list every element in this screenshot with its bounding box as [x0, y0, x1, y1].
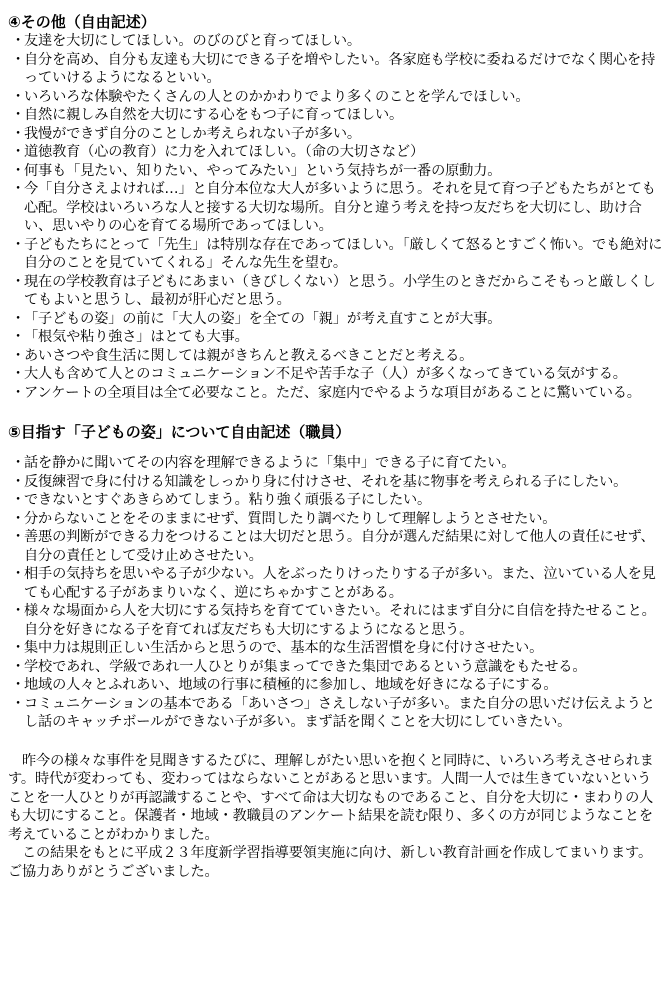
- list-item-text: 善悪の判断ができる力をつけることは大切だと思う。自分が選んだ結果に対して他人の責任にせず、自分の責任として受け止めさせたい。: [24, 529, 655, 564]
- bullet: ・: [11, 473, 26, 490]
- list-item-text: 「根気や粘り強さ」はとても大事。: [24, 329, 249, 345]
- list-item: [8, 328, 664, 347]
- bullet: ・: [11, 273, 26, 290]
- list-item: [8, 510, 664, 529]
- bullet: ・: [11, 529, 26, 545]
- list-item-text: あいさつや食生活に関しては親がきちんと教えるべきことだと考える。: [24, 347, 474, 364]
- list-item: [8, 88, 664, 107]
- bullet: ・: [11, 492, 26, 508]
- bullet: ・: [11, 455, 26, 471]
- list-item: [8, 695, 664, 732]
- list-item-text: 友達を大切にしてほしい。のびのびと育ってほしい。: [24, 33, 361, 49]
- list-item: [8, 658, 664, 677]
- list-item: [8, 565, 664, 602]
- bullet: ・: [11, 366, 26, 382]
- bullet: ・: [11, 107, 26, 123]
- list-item: [8, 365, 664, 384]
- bullet: ・: [11, 310, 26, 327]
- list-item: [8, 51, 664, 88]
- list-item: [8, 639, 664, 658]
- list-item: [8, 106, 664, 125]
- bullet: ・: [11, 236, 26, 253]
- list-item: [8, 602, 664, 639]
- bullet: ・: [11, 510, 26, 527]
- list-item-text: 自分を高め、自分も友達も大切にできる子を増やしたい。各家庭も学校に委ねるだけでなく関心を持っていけるようになるといい。: [24, 51, 656, 86]
- list-item-text: いろいろな体験やたくさんの人とのかかわりでより多くのことを学んでほしい。: [24, 88, 530, 105]
- list-item: [8, 384, 664, 403]
- list-item: [8, 143, 664, 162]
- list-item-text: 何事も「見たい、知りたい、やってみたい」という気持ちが一番の原動力。: [24, 162, 502, 179]
- list-item-text: 我慢ができず自分のことしか考えられない子が多い。: [24, 125, 361, 142]
- list-item-text: 地域の人々とふれあい、地域の行事に積極的に参加し、地域を好きになる子にする。: [24, 677, 558, 693]
- list-item: [8, 310, 664, 329]
- bullet: ・: [11, 88, 26, 105]
- section5-heading: ⑤目指す「子どもの姿」について自由記述（職員）: [8, 423, 351, 441]
- bullet: ・: [11, 144, 26, 160]
- list-item: [8, 528, 664, 565]
- list-item-text: 現在の学校教育は子どもにあまい（きびしくない）と思う。小学生のときだからこそもっと厳しくしてもよいと思うし、最初が肝心だと思う。: [24, 273, 656, 308]
- list-item: [8, 273, 664, 310]
- list-item: [8, 162, 664, 181]
- bullet: ・: [11, 384, 26, 401]
- bullet: ・: [11, 51, 26, 68]
- bullet: ・: [11, 695, 26, 712]
- bullet: ・: [11, 658, 26, 675]
- section5-list: [8, 454, 664, 732]
- bullet: ・: [11, 33, 26, 49]
- list-item: [8, 676, 664, 695]
- section4-list: [8, 32, 664, 402]
- section4-heading: ④その他（自由記述）: [8, 13, 156, 31]
- bullet: ・: [11, 181, 26, 197]
- bullet: ・: [11, 566, 26, 582]
- closing-remarks: [8, 752, 664, 882]
- list-item-text: 今「自分さえよければ…」と自分本位な大人が多いように思う。それを見て育つ子どもたちがとても心配。学校はいろいろな人と接する大切な場所。自分と違う考えを持つ友だちを大切にし、助け合い、思いやりの心を育てる場所であってほしい。: [24, 181, 656, 234]
- closing-paragraph: この結果をもとに平成２３年度新学習指導要領実施に向け、新しい教育計画を作成してまいります。ご協力ありがとうございました。: [8, 845, 652, 880]
- list-item-text: 様々な場面から人を大切にする気持ちを育てていきたい。それにはまず自分に自信を持たせること。自分を好きになる子を育てれば友だちも大切にするようになると思う。: [24, 603, 656, 638]
- list-item-text: アンケートの全項目は全て必要なこと。ただ、家庭内でやるような項目があることに驚いている。: [24, 384, 641, 401]
- bullet: ・: [11, 640, 26, 656]
- list-item-text: 大人も含めて人とのコミュニケーション不足や苦手な子（人）が多くなってきている気がする。: [24, 366, 627, 382]
- list-item: [8, 125, 664, 144]
- list-item-text: 自然に親しみ自然を大切にする心をもつ子に育ってほしい。: [24, 107, 404, 123]
- list-item-text: 集中力は規則正しい生活からと思うので、基本的な生活習慣を身に付けさせたい。: [24, 640, 544, 656]
- list-item: [8, 236, 664, 273]
- list-item-text: 道徳教育（心の教育）に力を入れてほしい。（命の大切さなど）: [24, 144, 424, 160]
- list-item: [8, 473, 664, 492]
- bullet: ・: [11, 329, 26, 345]
- list-item-text: 話を静かに聞いてその内容を理解できるように「集中」できる子に育てたい。: [24, 455, 516, 471]
- list-item-text: 相手の気持ちを思いやる子が少ない。人をぶったりけったりする子が多い。また、泣いている人を見ても心配する子があまりいなく、逆にちゃかすことがある。: [24, 566, 656, 601]
- list-item-text: 分からないことをそのままにせず、質問したり調べたりして理解しようとさせたい。: [24, 510, 557, 527]
- list-item-text: できないとすぐあきらめてしまう。粘り強く頑張る子にしたい。: [24, 492, 432, 508]
- bullet: ・: [11, 347, 26, 364]
- list-item-text: 「子どもの姿」の前に「大人の姿」を全ての「親」が考え直すことが大事。: [24, 310, 502, 327]
- list-item: [8, 491, 664, 510]
- list-item-text: コミュニケーションの基本である「あいさつ」さえしない子が多い。また自分の思いだけ伝えようとし話のキャッチボールができない子が多い。まず話を聞くことを大切にしていきたい。: [24, 695, 655, 730]
- closing-paragraph: 昨今の様々な事件を見聞きするたびに、理解しがたい思いを抱くと同時に、いろいろ考えさせられます。時代が変わっても、変わってはならないことがあると思います。人間一人では生きていないということを一人ひとりが再認識することや、すべて命は大切なものであること、自分を大切に・まわりの人も大切にすること。保護者・地域・教職員のアンケート結果を読む限り、多くの方が同じようなことを考えていることがわかりました。: [8, 752, 654, 843]
- bullet: ・: [11, 677, 26, 693]
- list-item: [8, 180, 664, 236]
- bullet: ・: [11, 125, 26, 142]
- list-item-text: 学校であれ、学級であれ一人ひとりが集まってできた集団であるという意識をもたせる。: [24, 658, 587, 675]
- bullet: ・: [11, 162, 26, 179]
- list-item: [8, 347, 664, 366]
- bullet: ・: [11, 603, 26, 619]
- list-item-text: 反復練習で身に付ける知識をしっかり身に付けさせ、それを基に物事を考えられる子にしたい。: [24, 473, 628, 490]
- list-item: [8, 454, 664, 473]
- list-item: [8, 32, 664, 51]
- list-item-text: 子どもたちにとって「先生」は特別な存在であってほしい。「厳しくて怒るとすごく怖い。でも絶対に自分のことを見ていてくれる」そんな先生を望む。: [24, 236, 663, 271]
